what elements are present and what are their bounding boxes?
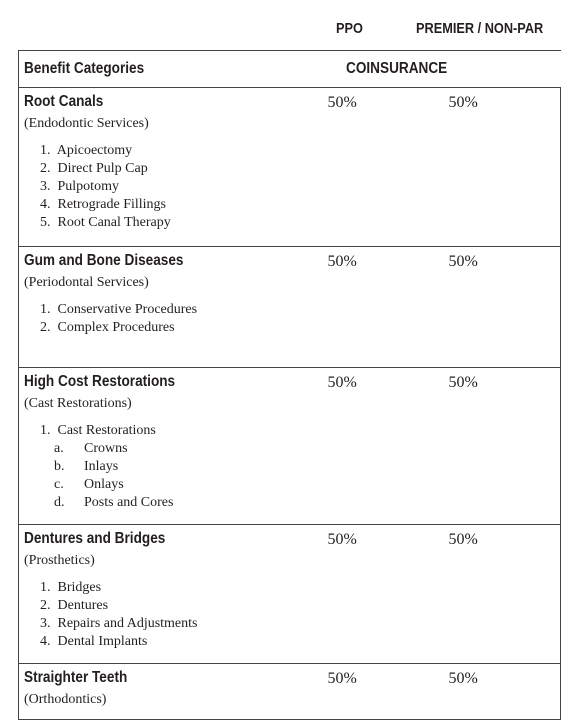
category-title: Dentures and Bridges <box>24 530 166 547</box>
premier-coinsurance-value: 50% <box>448 374 478 391</box>
premier-cell <box>438 525 561 664</box>
list-item <box>19 458 312 476</box>
list-text: Bridges <box>57 580 102 595</box>
list-text: Posts and Cores <box>84 495 174 510</box>
ppo-coinsurance-value: 50% <box>327 531 357 548</box>
category-subtitle: (Prosthetics) <box>24 553 95 568</box>
list-text: Dentures <box>57 598 109 613</box>
column-header-premier-non-par: PREMIER / NON-PAR <box>416 20 544 37</box>
list-item <box>19 142 312 160</box>
ppo-coinsurance-value: 50% <box>327 670 357 687</box>
table-header-row <box>19 51 561 88</box>
procedure-list <box>19 142 312 232</box>
list-item <box>19 579 312 597</box>
premier-coinsurance-value: 50% <box>448 670 478 687</box>
premier-cell <box>438 368 561 525</box>
list-text: Repairs and Adjustments <box>57 616 198 631</box>
list-item <box>19 476 312 494</box>
header-cell-coinsurance <box>312 51 561 88</box>
list-number: 1. <box>40 143 51 158</box>
procedure-list <box>19 301 312 337</box>
list-text: Retrograde Fillings <box>57 197 166 212</box>
list-letter: c. <box>54 477 64 492</box>
benefit-categories-label: Benefit Categories <box>24 60 145 77</box>
category-title: Straighter Teeth <box>24 669 128 686</box>
category-title: Gum and Bone Diseases <box>24 252 184 269</box>
column-header-ppo: PPO <box>336 20 363 37</box>
list-item <box>19 178 312 196</box>
list-item <box>19 214 312 232</box>
list-number: 2. <box>40 161 51 176</box>
list-text: Cast Restorations <box>57 423 156 438</box>
category-subtitle: (Endodontic Services) <box>24 116 149 131</box>
list-item <box>19 440 312 458</box>
category-cell <box>19 664 312 720</box>
table-row <box>19 247 561 368</box>
category-cell <box>19 88 312 247</box>
list-text: Apicoectomy <box>56 143 133 158</box>
table-row <box>19 664 561 720</box>
ppo-coinsurance-value: 50% <box>327 374 357 391</box>
ppo-cell <box>312 525 438 664</box>
category-cell <box>19 247 312 368</box>
ppo-cell <box>312 247 438 368</box>
list-item <box>19 422 312 440</box>
ppo-cell <box>312 664 438 720</box>
list-item <box>19 160 312 178</box>
list-letter: b. <box>54 459 65 474</box>
list-number: 1. <box>40 580 51 595</box>
list-letter: a. <box>54 441 64 456</box>
premier-cell <box>438 88 561 247</box>
list-number: 2. <box>40 320 51 335</box>
category-cell <box>19 368 312 525</box>
premier-coinsurance-value: 50% <box>448 531 478 548</box>
table-row <box>19 368 561 525</box>
list-text: Pulpotomy <box>57 179 119 194</box>
header-cell-categories <box>19 51 312 88</box>
benefits-table <box>18 50 561 720</box>
premier-cell <box>438 247 561 368</box>
list-number: 3. <box>40 179 51 194</box>
category-subtitle: (Orthodontics) <box>24 692 107 707</box>
list-number: 4. <box>40 197 51 212</box>
coinsurance-label: COINSURANCE <box>345 60 447 77</box>
category-title: High Cost Restorations <box>24 373 176 390</box>
list-item <box>19 597 312 615</box>
list-number: 1. <box>40 423 51 438</box>
list-number: 5. <box>40 215 51 230</box>
list-item <box>19 196 312 214</box>
table-row <box>19 525 561 664</box>
premier-cell <box>438 664 561 720</box>
list-item <box>19 615 312 633</box>
list-text: Onlays <box>84 477 124 492</box>
category-title: Root Canals <box>24 93 104 110</box>
category-cell <box>19 525 312 664</box>
category-subtitle: (Cast Restorations) <box>24 396 132 411</box>
list-item <box>19 319 312 337</box>
list-text: Crowns <box>84 441 128 456</box>
list-item <box>19 633 312 651</box>
list-text: Root Canal Therapy <box>57 215 171 230</box>
ppo-coinsurance-value: 50% <box>327 253 357 270</box>
list-text: Conservative Procedures <box>57 302 198 317</box>
ppo-cell <box>312 88 438 247</box>
list-number: 1. <box>40 302 51 317</box>
list-item <box>19 301 312 319</box>
list-item <box>19 494 312 512</box>
table-row <box>19 88 561 247</box>
list-text: Direct Pulp Cap <box>57 161 148 176</box>
list-number: 4. <box>40 634 51 649</box>
ppo-coinsurance-value: 50% <box>327 94 357 111</box>
procedure-list <box>19 579 312 651</box>
premier-coinsurance-value: 50% <box>448 94 478 111</box>
ppo-cell <box>312 368 438 525</box>
premier-coinsurance-value: 50% <box>448 253 478 270</box>
list-text: Dental Implants <box>57 634 148 649</box>
procedure-list <box>19 422 312 512</box>
list-letter: d. <box>54 495 65 510</box>
list-number: 2. <box>40 598 51 613</box>
list-text: Inlays <box>84 459 119 474</box>
category-subtitle: (Periodontal Services) <box>24 275 149 290</box>
list-number: 3. <box>40 616 51 631</box>
list-text: Complex Procedures <box>57 320 175 335</box>
